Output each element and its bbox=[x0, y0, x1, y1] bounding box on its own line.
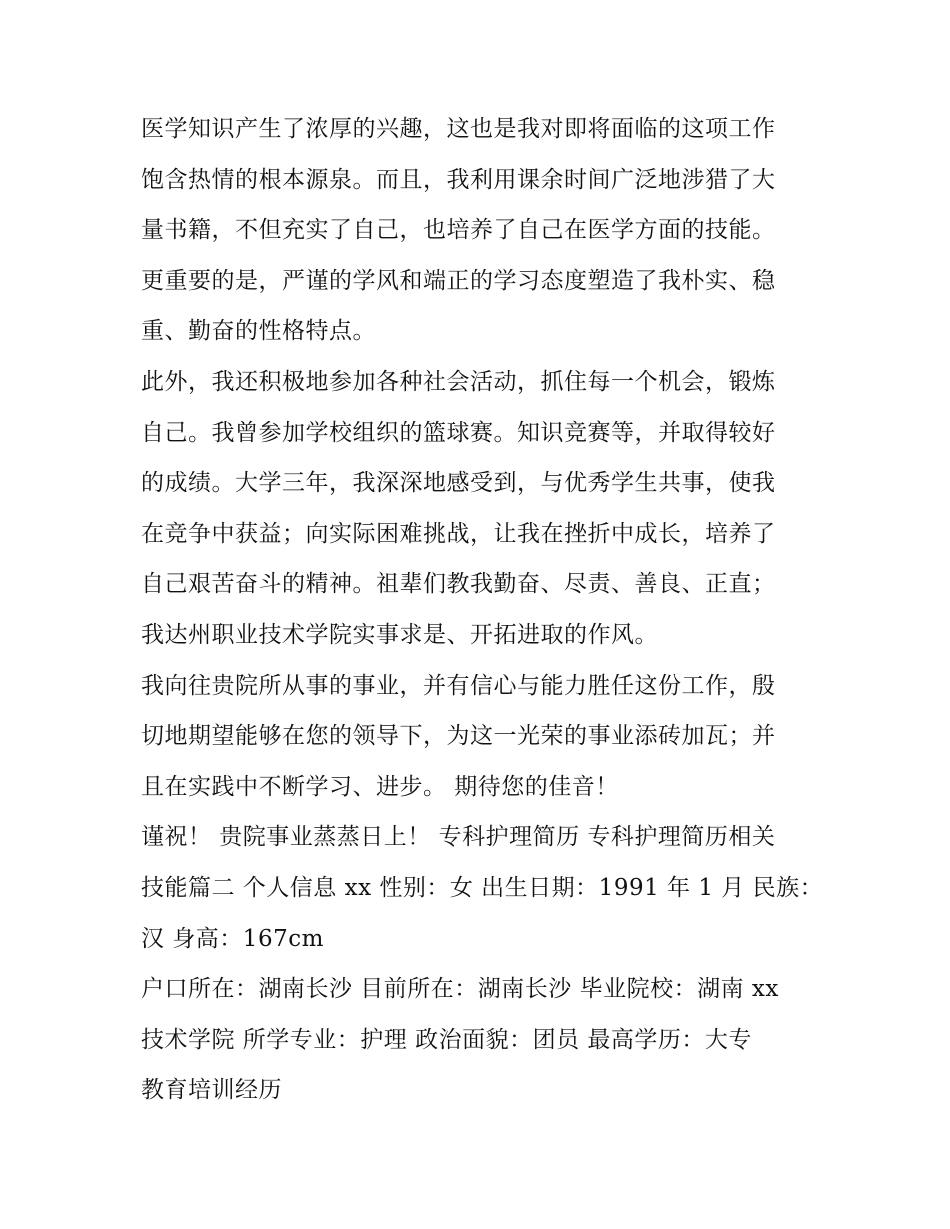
text-line: 更重要的是，严谨的学风和端正的学习态度塑造了我朴实、稳 bbox=[141, 267, 776, 294]
text-line: 的成绩。大学三年，我深深地感受到，与优秀学生共事，使我 bbox=[141, 470, 776, 497]
text-line: 且在实践中不断学习、进步。 期待您的佳音！ bbox=[141, 773, 619, 800]
text-line: 技术学院 所学专业：护理 政治面貌：团员 最高学历：大专 bbox=[141, 1026, 752, 1053]
text-line: 医学知识产生了浓厚的兴趣，这也是我对即将面临的这项工作 bbox=[141, 116, 776, 142]
text-line: 在竞争中获益；向实际困难挑战，让我在挫折中成长，培养了 bbox=[141, 520, 776, 547]
text-line: 重、勤奋的性格特点。 bbox=[141, 318, 376, 345]
text-line: 切地期望能够在您的领导下，为这一光荣的事业添砖加瓦；并 bbox=[141, 723, 776, 750]
text-line: 饱含热情的根本源泉。而且，我利用课余时间广泛地涉猎了大 bbox=[141, 166, 776, 193]
text-line: 教育培训经历 bbox=[141, 1077, 282, 1104]
document-body bbox=[141, 106, 824, 1118]
text-line: 户口所在：湖南长沙 目前所在：湖南长沙 毕业院校：湖南 xx bbox=[141, 976, 779, 1003]
text-line: 此外，我还积极地参加各种社会活动，抓住每一个机会，锻炼 bbox=[141, 368, 776, 395]
text-line: 我向往贵院所从事的事业，并有信心与能力胜任这份工作，殷 bbox=[141, 672, 776, 699]
text-line: 我达州职业技术学院实事求是、开拓进取的作风。 bbox=[141, 621, 658, 648]
text-line: 量书籍，不但充实了自己，也培养了自己在医学方面的技能。 bbox=[141, 217, 776, 244]
text-line: 谨祝！ 贵院事业蒸蒸日上！ 专科护理简历 专科护理简历相关 bbox=[141, 824, 776, 851]
text-line: 自己艰苦奋斗的精神。祖辈们教我勤奋、尽责、善良、正直； bbox=[141, 571, 776, 598]
text-line: 汉 身高：167cm bbox=[141, 925, 324, 952]
text-line: 技能篇二 个人信息 xx 性别：女 出生日期：1991 年 1 月 民族： bbox=[141, 874, 824, 901]
text-line: 自己。我曾参加学校组织的篮球赛。知识竞赛等，并取得较好 bbox=[141, 419, 776, 446]
